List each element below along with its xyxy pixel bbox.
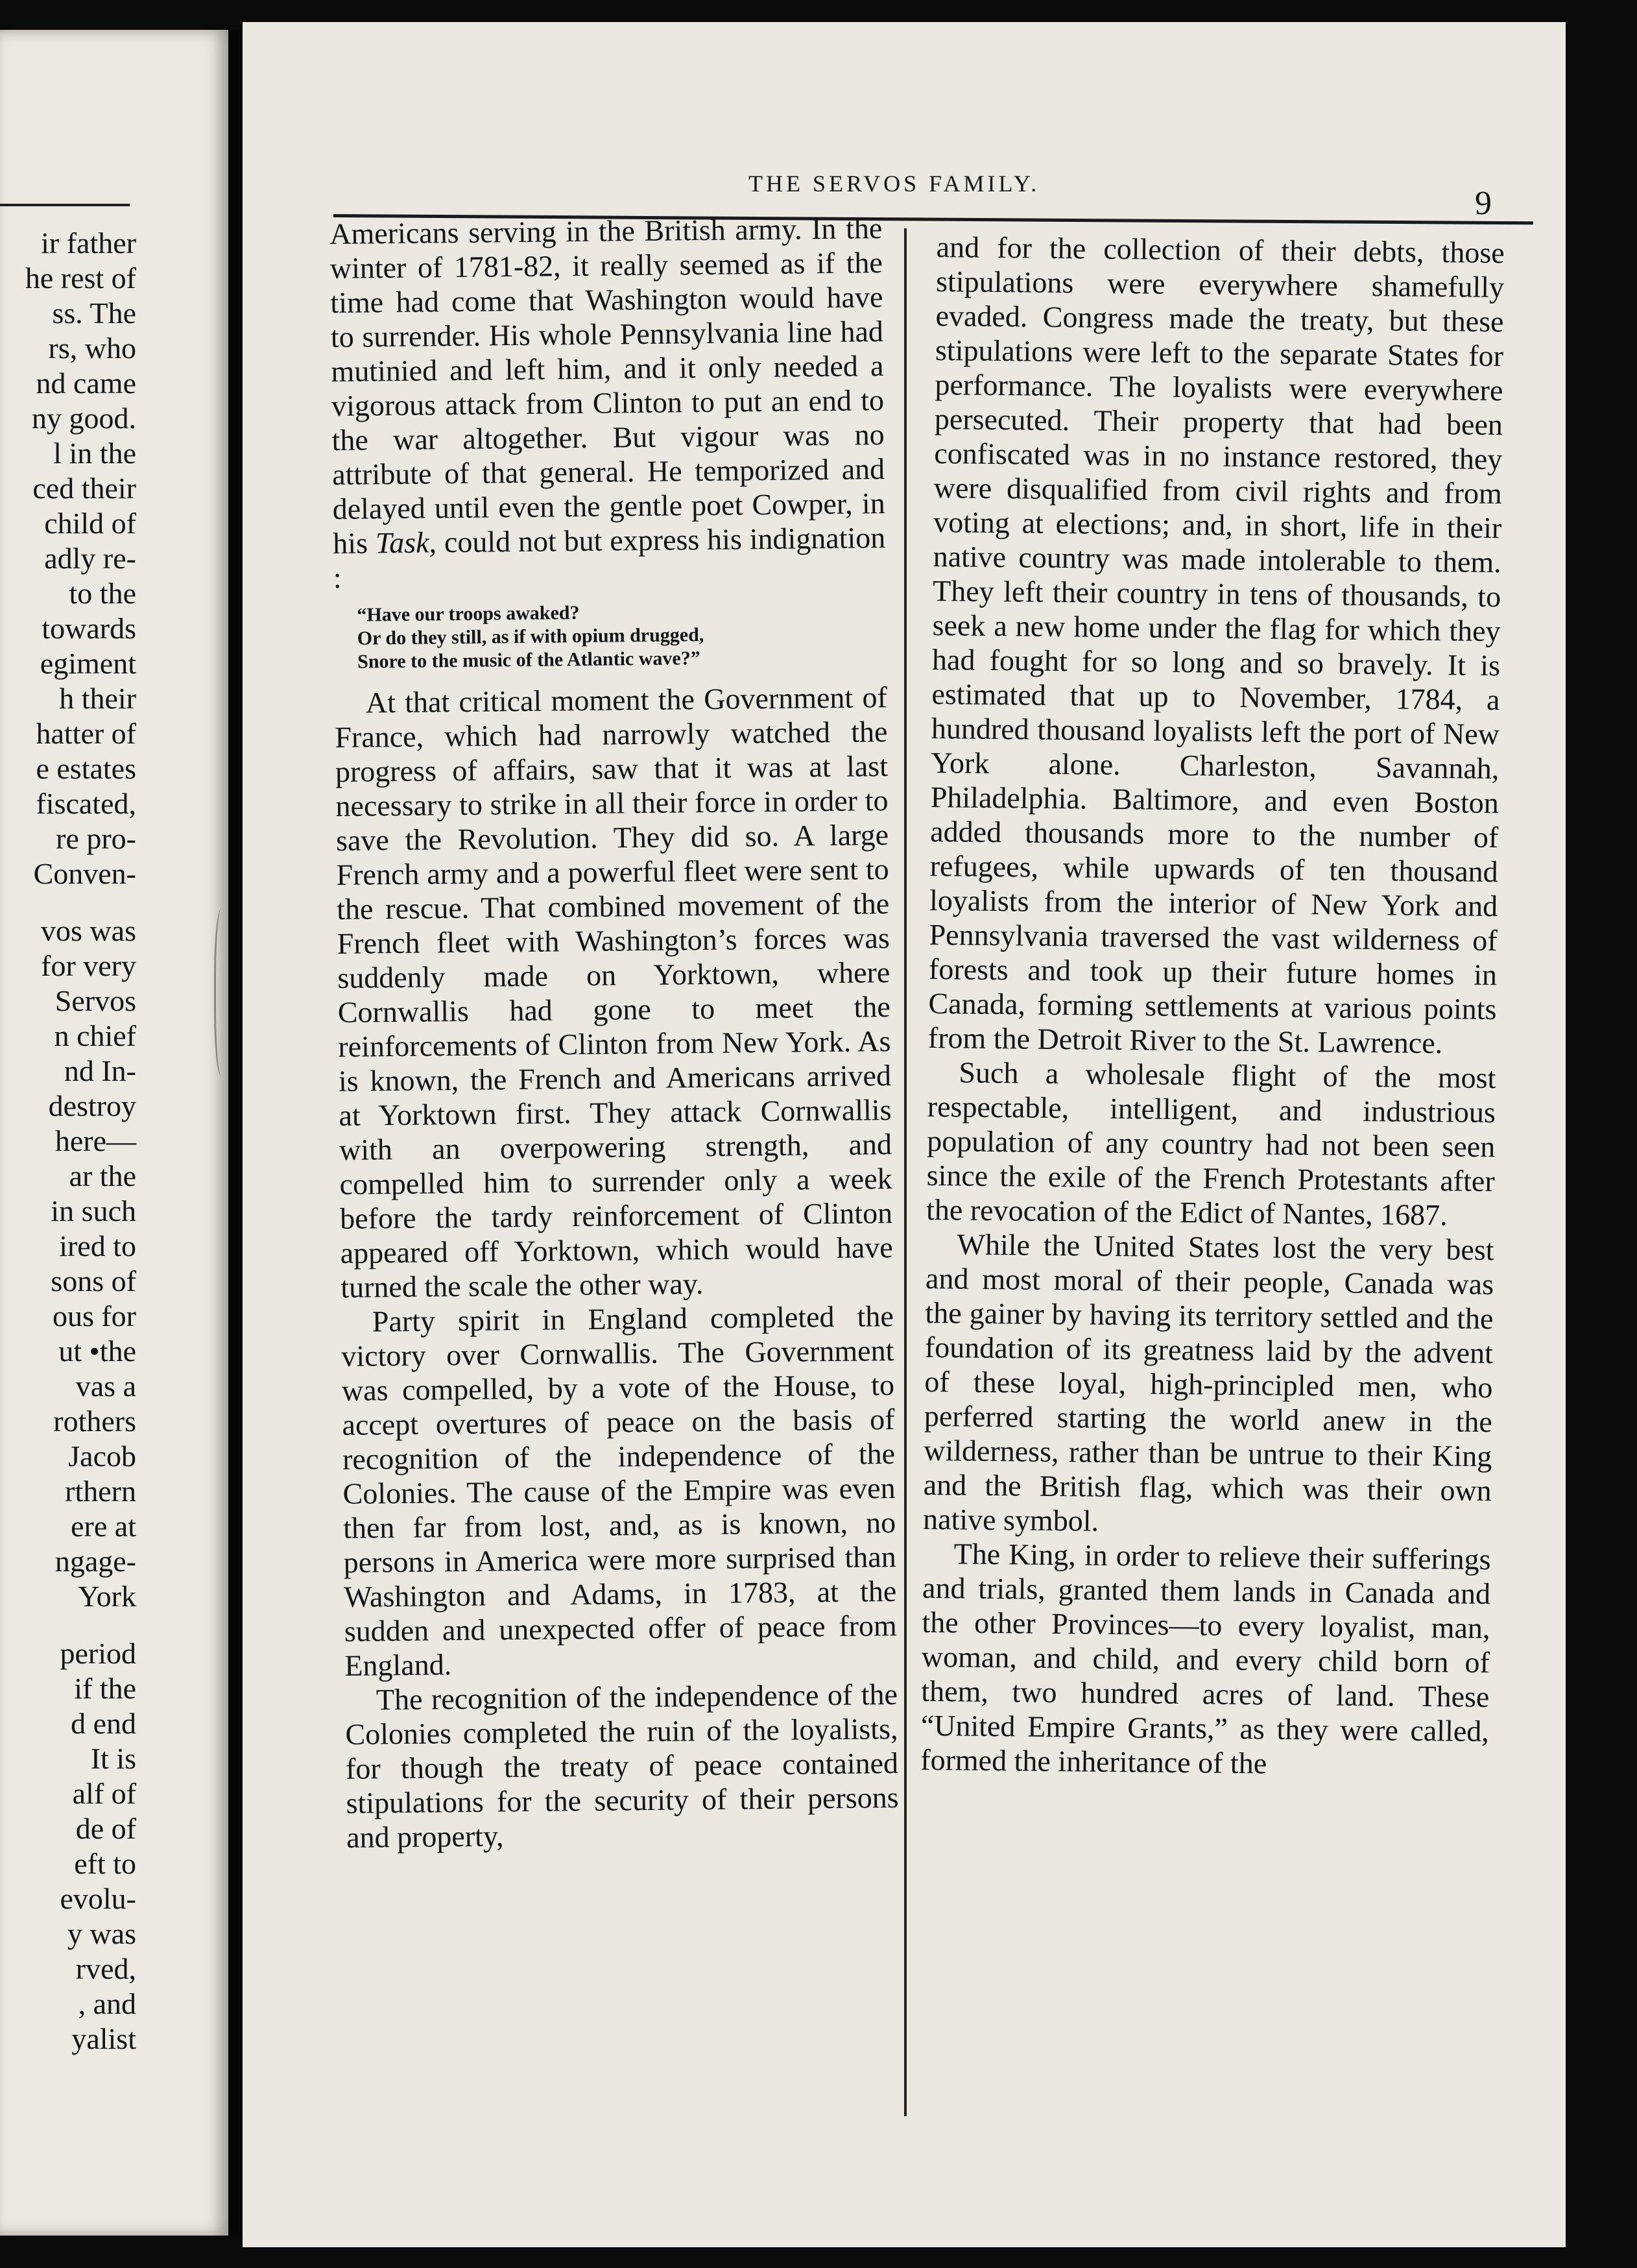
book-gutter [228, 30, 243, 2236]
fragment-line: h their [59, 682, 136, 715]
page-number: 9 [1475, 185, 1492, 222]
column-divider [904, 228, 907, 2116]
fragment-line: alf of [72, 1777, 136, 1810]
left-text-column [329, 211, 899, 1855]
fragment-line: n chief [54, 1019, 136, 1052]
fragment-line: ous for [52, 1299, 136, 1333]
fragment-line: Conven- [33, 857, 136, 890]
fragment-line: ired to [59, 1229, 136, 1262]
fragment-line: hatter of [36, 717, 136, 750]
paragraph: Such a wholesale flight of the most respectable, intelligent, and industrious population of any country had not been seen since the exile of the French Protestants after the revocation of the Edict of Nantes, 1687. [926, 1056, 1496, 1232]
fragment-line: l in the [53, 437, 136, 470]
fragment-line: he rest of [25, 261, 136, 295]
fragment-line: egiment [40, 647, 136, 680]
fragment-line: de of [75, 1812, 136, 1845]
fragment-line: rthern [65, 1475, 136, 1508]
fragment-line: re pro- [56, 822, 136, 855]
fragment-line: York [78, 1580, 136, 1613]
paragraph: The King, in order to relieve their sufferings and trials, granted them lands in Canada and the other Provinces—to every loyalist, man, woman, and child, and every child born of them, two hundred acres of land. These “United Empire Grants,” as they were called, formed the inheritance of the [920, 1537, 1491, 1780]
previous-page-fragments [6, 226, 136, 2057]
fragment-line: in such [51, 1194, 136, 1227]
fragment-line: eft to [74, 1847, 136, 1880]
fragment-line: sons of [51, 1264, 136, 1297]
fragment-line: e estates [36, 752, 136, 785]
fragment-line: destroy [48, 1089, 136, 1122]
fragment-line: ny good. [32, 402, 136, 435]
fragment-line: adly re- [44, 542, 136, 575]
fragment-line: period [60, 1637, 136, 1670]
fragment-line: d end [71, 1707, 136, 1740]
paragraph: At that critical moment the Government of France, which had narrowly watched the progress of affairs, saw that it was at last necessary to strike in all their force in order to save the Revolution. They did so. A large French army and a powerful fleet were sent to the rescue. That combined movement of the French fleet with Washington’s forces was suddenly made on Yorktown, where Cornwallis had gone to meet the reinforcements of Clinton from New York. As is known, the French and Americans arrived at Yorktown first. They attack Cornwallis with an overpowering strength, and compelled him to surrender only a week before the tardy reinforcement of Clinton appeared off Yorktown, which would have turned the scale the other way. [335, 681, 893, 1304]
fragment-line: nd In- [64, 1054, 136, 1087]
fragment-line: if the [74, 1672, 136, 1705]
fragment-line: rothers [53, 1405, 136, 1438]
fragment-line: vas a [75, 1369, 136, 1403]
paragraph-text: Americans serving in the British army. In the winter of 1781-82, it really seemed as if the time had come that Washington would have to surrender. His whole Pennsylvania line had mutinied and left him, and it only needed a vigorous attack from Clinton to put an end to the war altogether. But vigour was no attribute of that general. He temporized and delayed until even the gentle poet Cowper, in his [329, 211, 885, 560]
page-crease [214, 908, 233, 1077]
quote-line: “Have our troops awaked? [357, 601, 580, 626]
running-title: THE SERVOS FAMILY. [748, 171, 1040, 197]
fragment-line: ut •the [58, 1334, 136, 1368]
fragment-line: rved, [75, 1952, 136, 1985]
fragment-line: vos was [41, 914, 136, 947]
previous-page-rule [0, 204, 130, 206]
quote-line: Or do they still, as if with opium drugged, [357, 623, 704, 649]
right-text-column [920, 230, 1505, 1783]
paragraph: and for the collection of their debts, those stipulations were everywhere shamefully evaded. Congress made the treaty, but these stipulations were left to the separate States for performance. The loyalists were everywhere persecuted. Their property that had been confiscated was in no instance restored, they were disqualified from civil rights and from voting at elections; and, in short, life in their native country was made intolerable to them. They left their country in tens of thousands, to seek a new home under the flag for which they had fought for so long and so bravely. It is estimated that up to November, 1784, a hundred thousand loyalists left the port of New York alone. Charleston, Savannah, Philadelphia. Baltimore, and even Boston added thousands more to the number of refugees, while upwards of ten thousand loyalists from the interior of New York and Pennsylvania traversed the vast wilderness of forests and took up their future homes in Canada, forming settlements at various points from the Detroit River to the St. Lawrence. [927, 230, 1505, 1060]
verse-quote [357, 598, 887, 674]
paragraph [329, 211, 886, 595]
fragment-line: y was [67, 1917, 136, 1950]
fragment-line: rs, who [48, 332, 136, 365]
fragment-line: ar the [69, 1159, 136, 1192]
fragment-line: ced their [32, 472, 136, 505]
book-page [243, 22, 1566, 2247]
fragment-line: Servos [54, 984, 136, 1017]
fragment-line: fiscated, [36, 787, 136, 820]
fragment-line: to the [69, 577, 136, 610]
fragment-line: evolu- [60, 1882, 136, 1915]
fragment-line: ngage- [54, 1545, 136, 1578]
fragment-line: for very [41, 949, 136, 982]
fragment-line: here— [54, 1124, 136, 1157]
fragment-line: , and [78, 1987, 136, 2020]
paragraph: The recognition of the independence of the Colonies completed the ruin of the loyalists, for though the treaty of peace contained stipulations for the security of their persons and property, [345, 1677, 899, 1854]
fragment-line: child of [44, 507, 136, 540]
previous-page-edge [0, 30, 228, 2236]
italic-title: Task, [375, 525, 437, 560]
fragment-line: nd came [36, 367, 136, 400]
paragraph: Party spirit in England completed the victory over Cornwallis. The Government was compelled, by a vote of the House, to accept overtures of peace on the basis of recognition of the independence of the Colonies. The cause of the Empire was even then far from lost, and, as is known, no persons in America were more surprised than Washington and Adams, in 1783, at the sudden and unexpected offer of peace from England. [341, 1299, 898, 1682]
fragment-line: yalist [71, 2022, 136, 2055]
fragment-line [6, 1614, 136, 1636]
paragraph: While the United States lost the very best and most moral of their people, Canada was the gainer by having its territory settled and the foundation of its greatness laid by the advent of these loyal, high-principled men, who perferred starting the world anew in the wilderness, rather than be untrue to their King and the British flag, which was their own native symbol. [922, 1227, 1494, 1538]
fragment-line: towards [42, 612, 136, 645]
quote-line: Snore to the music of the Atlantic wave?” [357, 647, 700, 673]
fragment-line: ir father [41, 226, 136, 259]
fragment-line: ere at [71, 1510, 136, 1543]
fragment-line: Jacob [68, 1440, 136, 1473]
fragment-line: It is [90, 1742, 136, 1775]
fragment-line [6, 891, 136, 913]
paragraph-text: could not but express his indignation : [333, 521, 886, 594]
fragment-line: ss. The [52, 296, 136, 330]
